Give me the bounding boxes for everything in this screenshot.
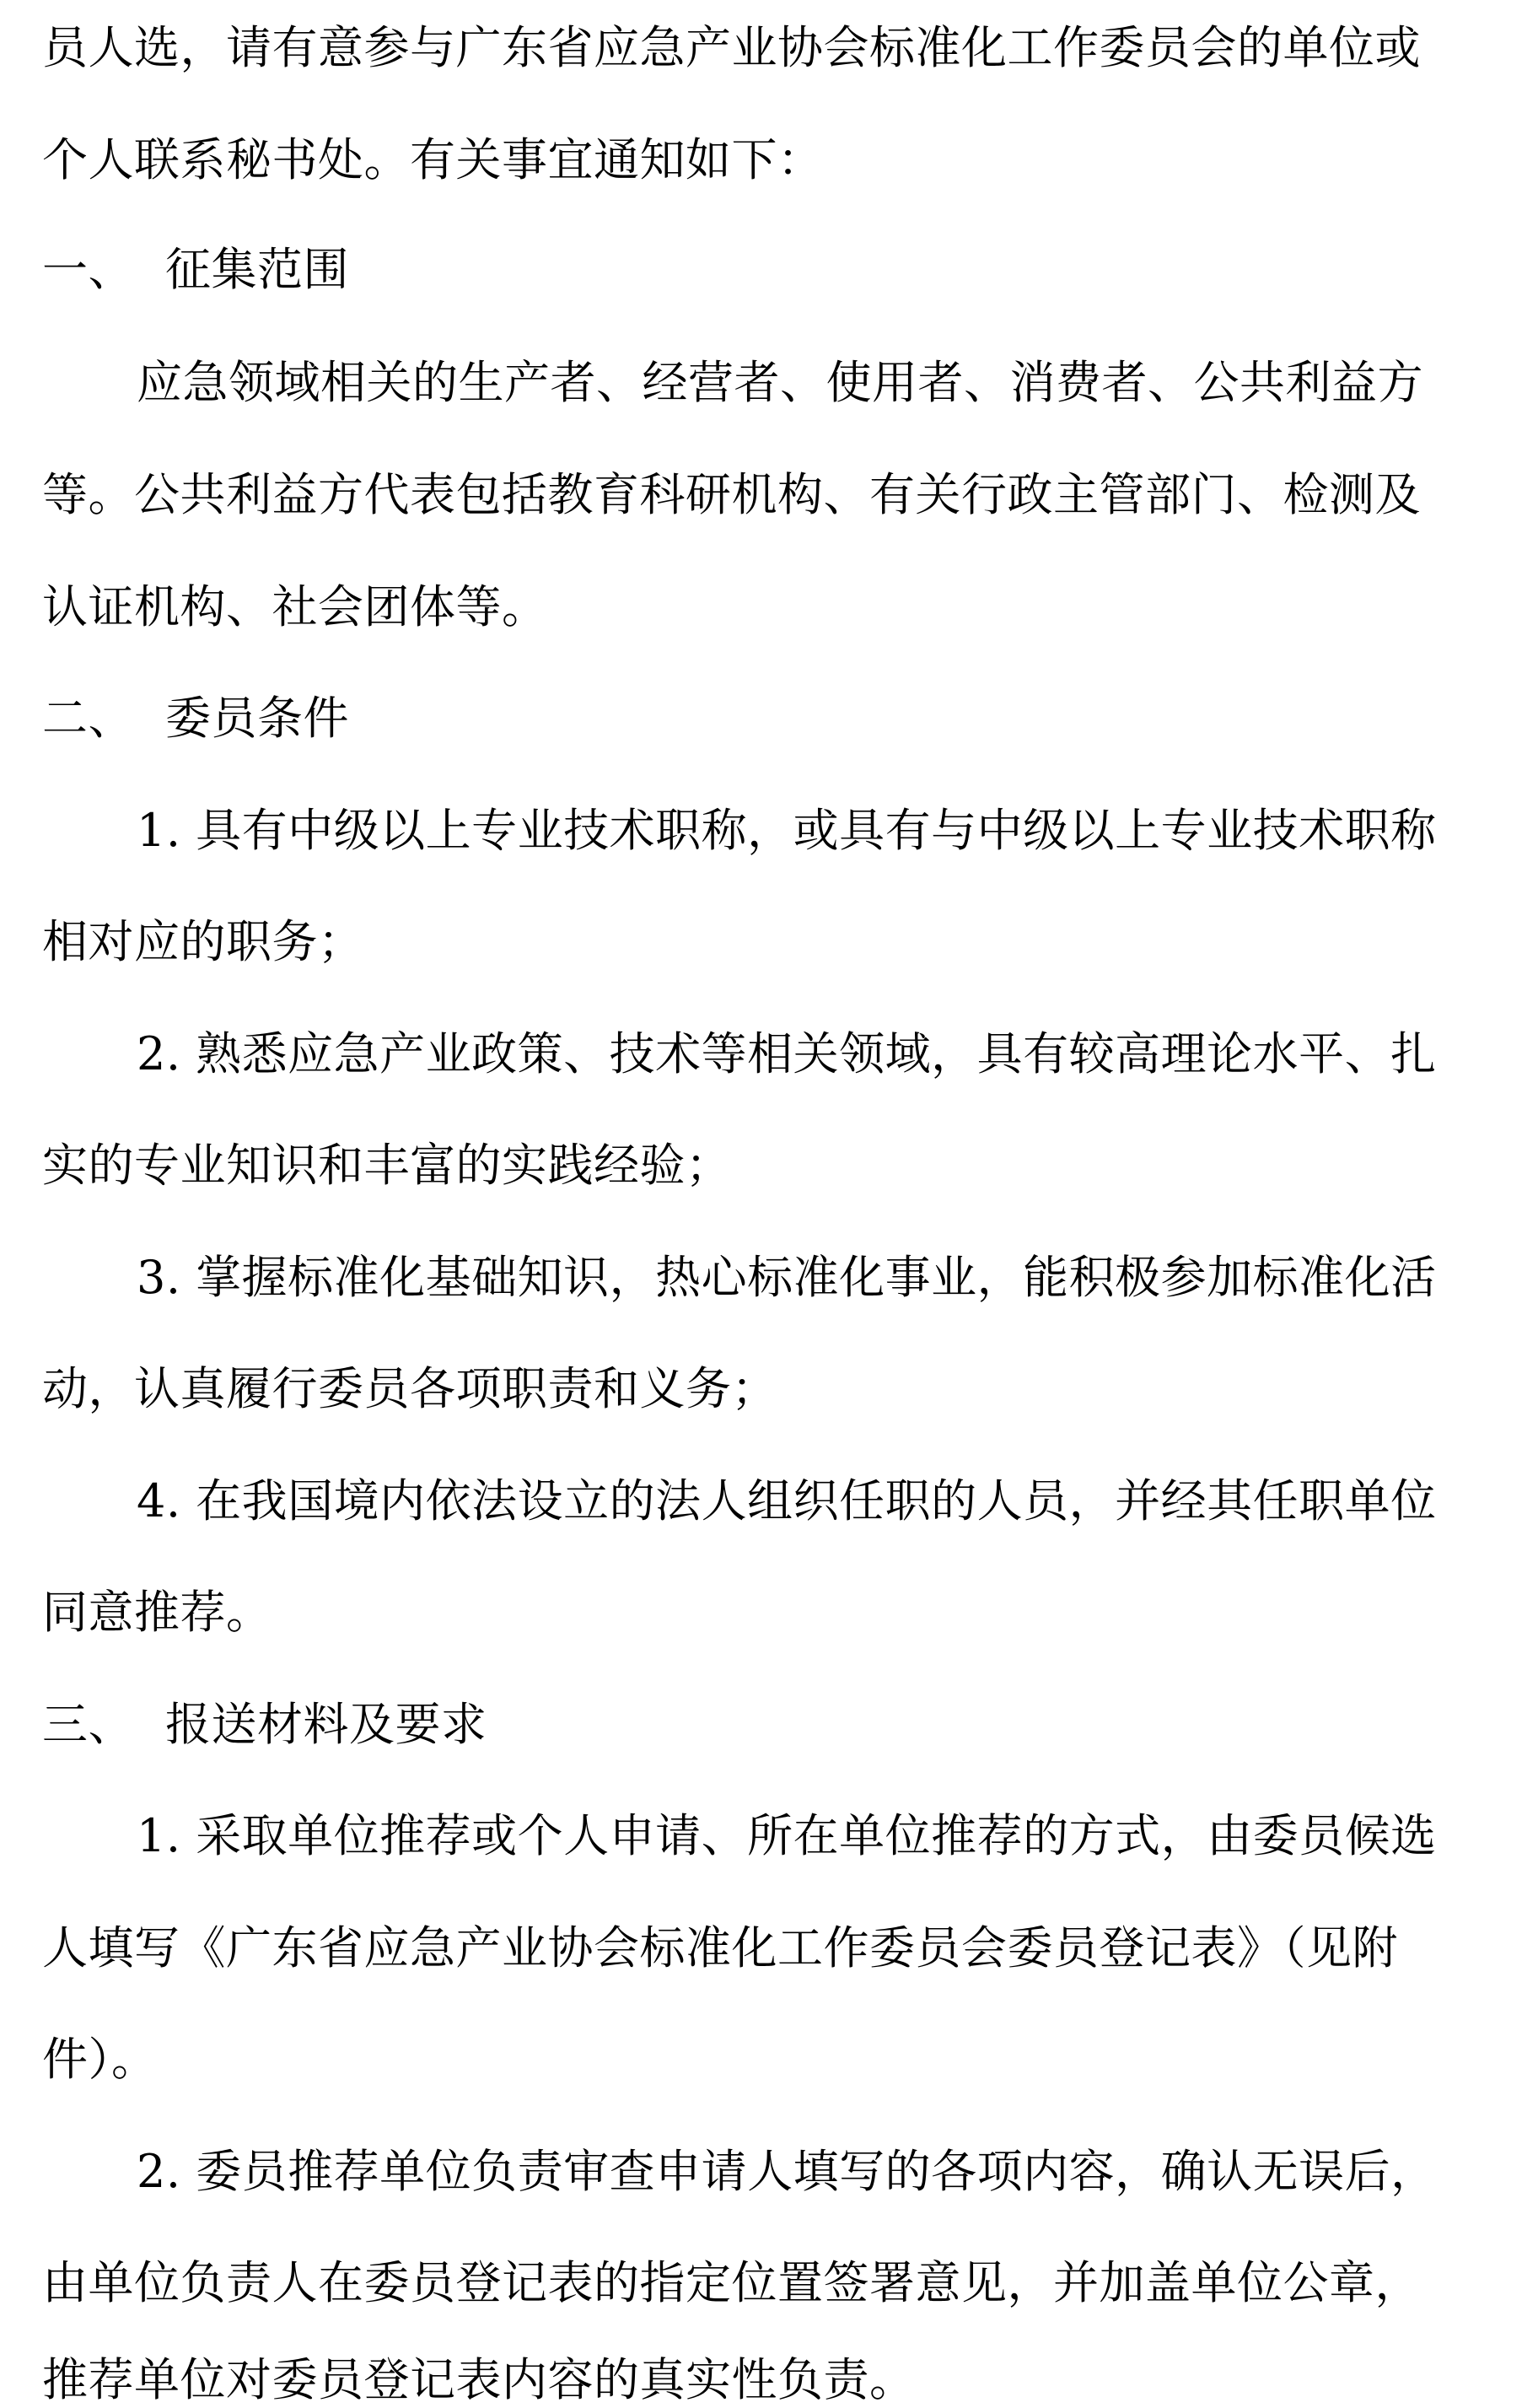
s2-item4-line-2: 同意推荐。 [42, 1586, 272, 1639]
intro-line-2: 个人联系秘书处。有关事宜通知如下： [42, 133, 824, 186]
s2-item2-line-2: 实的专业知识和丰富的实践经验； [42, 1139, 732, 1192]
section-3-number: 三、 [42, 1698, 134, 1751]
s3-item2-line-1: 2. 委员推荐单位负责审查申请人填写的各项内容，确认无误后， [137, 2145, 1437, 2198]
s3-item1-line-3: 件）。 [42, 2033, 158, 2086]
section-2-number: 二、 [42, 692, 134, 745]
s2-item4-line-1: 4. 在我国境内依法设立的法人组织任职的人员，并经其任职单位 [137, 1474, 1437, 1527]
s2-item2-line-1: 2. 熟悉应急产业政策、技术等相关领域，具有较高理论水平、扎 [137, 1027, 1437, 1080]
section-2-heading-line [42, 692, 349, 746]
section-1-heading: 征集范围 [165, 243, 349, 296]
s2-item3-line-2: 动，认真履行委员各项职责和义务； [42, 1362, 777, 1415]
s2-item1-line-2: 相对应的职务； [42, 915, 364, 968]
s3-item2-line-2: 由单位负责人在委员登记表的指定位置签署意见，并加盖单位公章， [42, 2256, 1421, 2309]
section-3-heading: 报送材料及要求 [165, 1698, 487, 1751]
s3-item1-line-2: 人填写《广东省应急产业协会标准化工作委员会委员登记表》（见附 [42, 1921, 1398, 1974]
s1-p1-line-1: 应急领域相关的生产者、经营者、使用者、消费者、公共利益方 [137, 356, 1423, 409]
section-1-heading-line [42, 243, 349, 297]
intro-line-1: 员人选，请有意参与广东省应急产业协会标准化工作委员会的单位或 [42, 21, 1421, 74]
section-3-heading-line [42, 1698, 487, 1752]
section-2-heading: 委员条件 [165, 692, 349, 745]
s1-p1-line-2: 等。公共利益方代表包括教育科研机构、有关行政主管部门、检测及 [42, 468, 1421, 521]
s2-item3-line-1: 3. 掌握标准化基础知识，热心标准化事业，能积极参加标准化活 [137, 1251, 1437, 1304]
s3-item2-line-3: 推荐单位对委员登记表内容的真实性负责。 [42, 2353, 916, 2406]
s2-item1-line-1: 1. 具有中级以上专业技术职称，或具有与中级以上专业技术职称 [137, 804, 1437, 857]
section-1-number: 一、 [42, 243, 134, 296]
s3-item1-line-1: 1. 采取单位推荐或个人申请、所在单位推荐的方式，由委员候选 [137, 1809, 1437, 1862]
s1-p1-line-3: 认证机构、社会团体等。 [42, 580, 548, 633]
